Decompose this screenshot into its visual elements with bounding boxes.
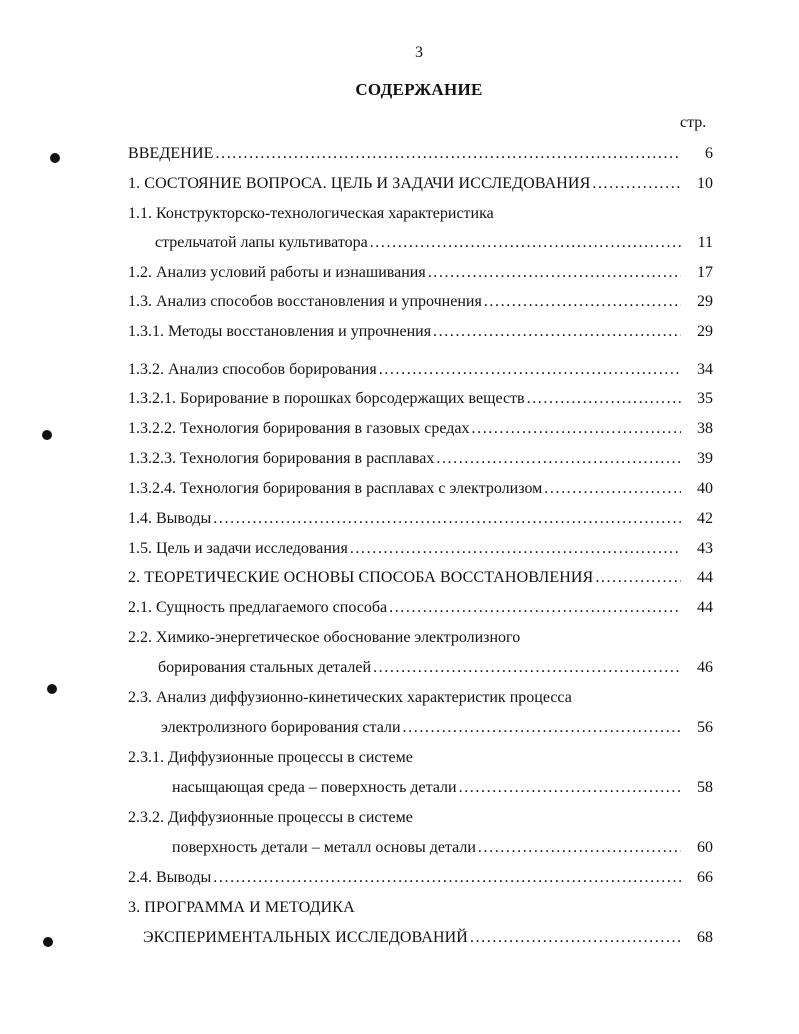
toc-entry-title: 2.2. Химико-энергетическое обоснование электролизного xyxy=(128,629,521,646)
toc-entry-title: насыщающая среда – поверхность детали xyxy=(172,779,457,796)
toc-entry-title: борирования стальных деталей xyxy=(158,659,372,676)
toc-leader-dots xyxy=(544,479,681,499)
toc-leader-dots xyxy=(389,598,681,618)
toc-entry-page: 35 xyxy=(697,390,713,407)
toc-entry[interactable] xyxy=(128,318,713,342)
toc-entry-page: 42 xyxy=(697,510,713,527)
toc-entry-page: 40 xyxy=(697,480,713,497)
toc-entry[interactable] xyxy=(128,475,713,499)
toc-leader-dots xyxy=(484,292,681,312)
toc-entry-page: 29 xyxy=(697,323,713,340)
toc-leader-dots xyxy=(216,144,682,164)
toc-entry[interactable] xyxy=(128,445,713,469)
toc-entry[interactable] xyxy=(128,356,713,380)
toc-leader-dots xyxy=(373,658,681,678)
toc-entry[interactable] xyxy=(128,259,713,283)
toc-leader-dots xyxy=(213,868,681,888)
toc-entry-continuation[interactable] xyxy=(143,924,713,948)
toc-entry-continuation[interactable] xyxy=(172,834,713,858)
toc-entry-title: 1.1. Конструкторско-технологическая характеристика xyxy=(128,205,494,222)
toc-entry-continuation[interactable] xyxy=(161,714,713,738)
toc-entry-title: 1.4. Выводы xyxy=(128,510,212,527)
toc-entry-title: ЭКСПЕРИМЕНТАЛЬНЫХ ИССЛЕДОВАНИЙ xyxy=(143,929,468,946)
toc-entry-page: 17 xyxy=(697,264,713,281)
toc-entry-title: 2.3.1. Диффузионные процессы в системе xyxy=(128,749,413,766)
toc-entry[interactable] xyxy=(128,684,713,708)
toc-entry[interactable] xyxy=(128,415,713,439)
toc-leader-dots xyxy=(403,718,681,738)
toc-entry-page: 68 xyxy=(697,929,713,946)
toc-entry-title: 2.3. Анализ диффузионно-кинетических характеристик процесса xyxy=(128,689,572,706)
toc-entry-page: 44 xyxy=(697,569,713,586)
toc-entry[interactable] xyxy=(128,624,713,648)
toc-entry[interactable] xyxy=(128,564,713,588)
toc-leader-dots xyxy=(433,322,681,342)
toc-entry-continuation[interactable] xyxy=(155,229,713,253)
toc-entry-page: 60 xyxy=(697,839,713,856)
toc-entry-page: 56 xyxy=(697,719,713,736)
toc-entry-continuation[interactable] xyxy=(158,654,713,678)
toc-entry-page: 43 xyxy=(697,540,713,557)
toc-entry-page: 39 xyxy=(697,450,713,467)
toc-entry-page: 10 xyxy=(697,175,713,192)
toc-leader-dots xyxy=(459,778,681,798)
toc-entry-title: стрельчатой лапы культиватора xyxy=(155,234,368,251)
toc-leader-dots xyxy=(472,419,682,439)
toc-entry-title: 1.3.2.1. Борирование в порошках борсодержащих веществ xyxy=(128,390,525,407)
toc-entry-title: 1.3.2.3. Технология борирования в расплавах xyxy=(128,450,435,467)
toc-entry-page: 11 xyxy=(697,234,713,251)
toc-leader-dots xyxy=(436,449,681,469)
toc-entry[interactable] xyxy=(128,170,713,194)
toc-entry-page: 66 xyxy=(697,869,713,886)
toc-entry-title: 1.2. Анализ условий работы и изнашивания xyxy=(128,264,426,281)
toc-entry-title: поверхность детали – металл основы детали xyxy=(172,839,476,856)
toc-entry-title: 1.5. Цель и задачи исследования xyxy=(128,540,348,557)
toc-entry-title: 2. ТЕОРЕТИЧЕСКИЕ ОСНОВЫ СПОСОБА ВОССТАНОВЛЕНИЯ xyxy=(128,569,594,586)
toc-entry[interactable] xyxy=(128,535,713,559)
toc-entry[interactable] xyxy=(128,385,713,409)
page-title: СОДЕРЖАНИЕ xyxy=(355,80,483,99)
toc-entry-title: 1.3. Анализ способов восстановления и упрочнения xyxy=(128,293,482,310)
toc-entry-page: 38 xyxy=(697,420,713,437)
toc-leader-dots xyxy=(592,174,681,194)
toc-entry-page: 46 xyxy=(697,659,713,676)
toc-entry[interactable] xyxy=(128,200,713,224)
toc-leader-dots xyxy=(370,233,681,253)
toc-entry-page: 44 xyxy=(697,599,713,616)
toc-entry-title: электролизного борирования стали xyxy=(161,719,401,736)
toc-entry-title: 2.4. Выводы xyxy=(128,869,212,886)
toc-leader-dots xyxy=(595,568,681,588)
toc-entry[interactable] xyxy=(128,288,713,312)
toc-entry-title: 1.3.2. Анализ способов борирования xyxy=(128,361,377,378)
toc-entry-title: ВВЕДЕНИЕ xyxy=(128,145,214,162)
toc-entry-title: 1.3.2.2. Технология борирования в газовых средах xyxy=(128,420,470,437)
toc-entry[interactable] xyxy=(128,864,713,888)
toc-entry[interactable] xyxy=(128,894,713,918)
toc-leader-dots xyxy=(213,509,681,529)
page-column-label: стр. xyxy=(680,114,707,131)
toc-entry-continuation[interactable] xyxy=(172,774,713,798)
toc-entry-page: 58 xyxy=(697,779,713,796)
toc-leader-dots xyxy=(470,928,681,948)
toc-leader-dots xyxy=(478,838,681,858)
toc-entry[interactable] xyxy=(128,594,713,618)
toc-entry-title: 1.3.2.4. Технология борирования в расплавах с электролизом xyxy=(128,480,543,497)
toc-entry[interactable] xyxy=(128,505,713,529)
toc-entry-title: 2.3.2. Диффузионные процессы в системе xyxy=(128,809,413,826)
toc-entry-title: 1. СОСТОЯНИЕ ВОПРОСА. ЦЕЛЬ И ЗАДАЧИ ИССЛЕДОВАНИЯ xyxy=(128,175,591,192)
toc-entry[interactable] xyxy=(128,140,713,164)
toc-leader-dots xyxy=(527,389,681,409)
toc-leader-dots xyxy=(379,360,681,380)
page-number: 3 xyxy=(415,44,423,61)
toc-leader-dots xyxy=(428,263,681,283)
toc-entry-title: 3. ПРОГРАММА И МЕТОДИКА xyxy=(128,899,355,916)
toc-entry-title: 2.1. Сущность предлагаемого способа xyxy=(128,599,388,616)
toc-entry-page: 34 xyxy=(697,361,713,378)
toc-entry[interactable] xyxy=(128,744,713,768)
toc-entry-page: 29 xyxy=(697,293,713,310)
toc-entry[interactable] xyxy=(128,804,713,828)
toc-entry-page: 6 xyxy=(705,145,713,162)
toc-leader-dots xyxy=(350,539,681,559)
toc-entry-title: 1.3.1. Методы восстановления и упрочнения xyxy=(128,323,432,340)
